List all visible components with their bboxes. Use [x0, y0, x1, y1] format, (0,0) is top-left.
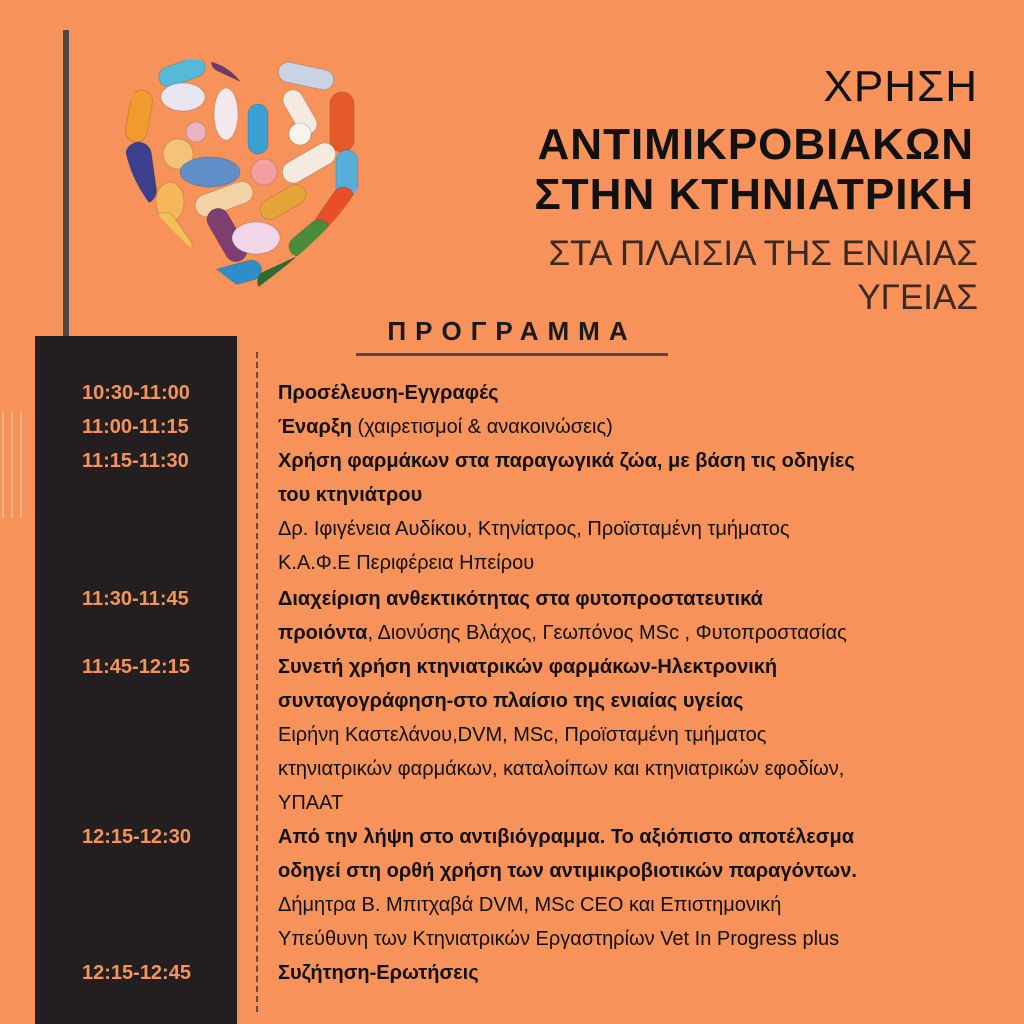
session-speaker: Κ.Α.Φ.Ε Περιφέρεια Ηπείρου [278, 552, 535, 574]
title-line-2: ΑΝΤΙΜΙΚΡΟΒΙΑΚΩΝ [537, 120, 974, 169]
program-heading-underline [356, 353, 668, 356]
session-title: του κτηνιάτρου [278, 484, 423, 506]
time-slot: 11:45-12:15 [82, 656, 190, 678]
time-slot: 10:30-11:00 [82, 382, 190, 404]
session-title: Συνετή χρήση κτηνιατρικών φαρμάκων-Ηλεκτρονική [278, 656, 778, 678]
time-slot: 11:30-11:45 [82, 588, 189, 610]
time-slot: 12:15-12:30 [82, 826, 191, 848]
subtitle-line-1: ΣΤΑ ΠΛΑΙΣΙΑ ΤΗΣ ΕΝΙΑΙΑΣ [548, 234, 978, 273]
session-speaker: Υπεύθυνη των Κτηνιατρικών Εργαστηρίων Vet In Progress plus [278, 928, 840, 950]
time-slot: 11:00-11:15 [82, 416, 189, 438]
session-title: Προσέλευση-Εγγραφές [278, 382, 499, 404]
heart-of-pills-image [118, 52, 380, 302]
session-note: (χαιρετισμοί & ανακοινώσεις) [351, 416, 613, 438]
session-speaker: Δρ. Ιφιγένεια Αυδίκου, Κτηνίατρος, Προϊσταμένη τμήματος [278, 518, 790, 540]
time-column-background [35, 336, 237, 1024]
session-speaker: Ειρήνη Καστελάνου,DVM, MSc, Προϊσταμένη τμήματος [278, 724, 767, 746]
session-speaker: ΥΠΑΑΤ [278, 792, 344, 814]
time-slot: 12:15-12:45 [82, 962, 191, 984]
session-title: Χρήση φαρμάκων στα παραγωγικά ζώα, με βάση τις οδηγίες [278, 450, 855, 472]
session-title [278, 416, 613, 439]
subtitle-line-2: ΥΓΕΙΑΣ [857, 278, 978, 317]
session-title: Διαχείριση ανθεκτικότητας στα φυτοπροστατευτικά [278, 588, 763, 610]
session-title: συνταγογράφηση-στο πλαίσιο της ενιαίας υγείας [278, 690, 744, 712]
title-line-3: ΣΤΗΝ ΚΤΗΝΙΑΤΡΙΚΗ [534, 170, 974, 219]
title-line-1: ΧΡΗΣΗ [823, 62, 978, 111]
main-title [534, 120, 974, 220]
dashed-divider [256, 352, 258, 1012]
session-title-bold: προιόντα [278, 622, 368, 644]
session-title: Συζήτηση-Ερωτήσεις [278, 962, 479, 984]
session-speaker: , Διονύσης Βλάχος, Γεωπόνος MSc , Φυτοπροστασίας [367, 622, 847, 644]
session-speaker: Δήμητρα Β. Μπιτχαβά DVM, MSc CEO και Επιστημονική [278, 894, 782, 916]
session-title [278, 622, 847, 645]
session-title: Από την λήψη στο αντιβιόγραμμα. Το αξιόπιστο αποτέλεσμα [278, 826, 855, 848]
program-heading: ΠΡΟΓΡΑΜΜΑ [387, 316, 637, 346]
session-title-bold: Έναρξη [278, 416, 352, 438]
subtitle [548, 232, 978, 320]
time-slot: 11:15-11:30 [82, 450, 189, 472]
side-decor-lines [0, 412, 30, 518]
session-title: οδηγεί στη ορθή χρήση των αντιμικροβιοτικών παραγόντων. [278, 860, 857, 882]
session-speaker: κτηνιατρικών φαρμάκων, καταλοίπων και κτηνιατρικών εφοδίων, [278, 758, 845, 780]
